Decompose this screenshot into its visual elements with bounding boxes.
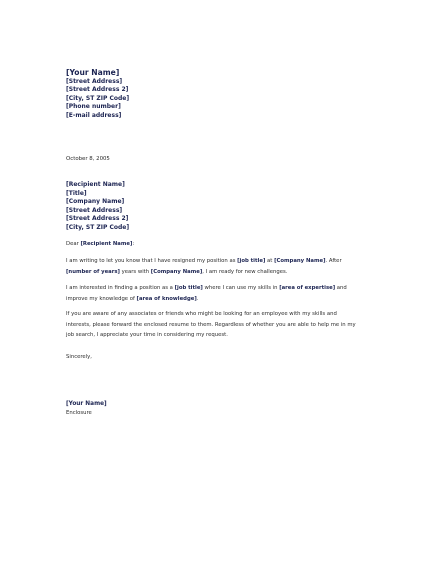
paragraph-referral: [66, 309, 386, 341]
number-of-years-placeholder: [number of years]: [66, 268, 120, 275]
paragraph-line: If you are aware of any associates or friends who might be looking for an employee with my skills and: [66, 311, 337, 317]
company-name-placeholder: [Company Name]: [274, 258, 326, 264]
recipient-city-state-zip: [City, ST ZIP Code]: [66, 223, 130, 231]
text-segment: . After: [325, 258, 342, 264]
paragraph-line: job search, I appreciate your time in considering my request.: [66, 332, 228, 338]
text-segment: .: [196, 295, 199, 302]
recipient-title: [Title]: [66, 189, 87, 197]
signature-name: [Your Name]: [66, 401, 107, 407]
sender-city-state-zip: [City, ST ZIP Code]: [66, 94, 130, 102]
recipient-street-address-2: [Street Address 2]: [66, 215, 129, 223]
recipient-company: [Company Name]: [66, 198, 125, 206]
sender-street-address-2: [Street Address 2]: [66, 86, 129, 94]
text-segment: improve my knowledge of: [66, 295, 137, 302]
sender-street-address: [Street Address]: [66, 77, 123, 85]
sender-block: [66, 68, 129, 120]
recipient-name: [Recipient Name]: [66, 181, 125, 188]
recipient-street-address: [Street Address]: [66, 206, 123, 214]
enclosure-note: Enclosure: [66, 409, 92, 416]
text-segment: , I am ready for new challenges.: [202, 268, 288, 275]
salutation: [66, 239, 386, 250]
text-segment: years with: [119, 268, 151, 275]
paragraph-resignation: [66, 256, 386, 277]
job-title-placeholder: [job title]: [237, 258, 266, 264]
area-of-expertise-placeholder: [area of expertise]: [279, 285, 336, 291]
closing: Sincerely,: [66, 354, 92, 360]
sender-email: [E-mail address]: [66, 111, 122, 119]
letter-date: October 8, 2005: [66, 156, 110, 162]
paragraph-line: [66, 294, 386, 305]
text-segment: I am interested in finding a position as a: [66, 285, 175, 291]
company-name-placeholder: [Company Name]: [150, 268, 203, 275]
sender-phone: [Phone number]: [66, 103, 121, 111]
text-segment: where I can use my skills in: [202, 285, 280, 291]
paragraph-line: [66, 256, 386, 267]
area-of-knowledge-placeholder: [area of knowledge]: [136, 295, 197, 302]
recipient-block: [66, 181, 129, 233]
paragraph-line: [66, 267, 386, 278]
paragraph-line: [66, 283, 386, 294]
paragraph-interests: [66, 283, 386, 304]
text-segment: and: [335, 285, 347, 291]
signature-block: [66, 400, 107, 418]
job-title-placeholder: [job title]: [174, 285, 203, 291]
salutation-suffix: :: [132, 241, 135, 247]
text-segment: at: [265, 258, 275, 264]
text-segment: I am writing to let you know that I have resigned my position as: [66, 258, 238, 264]
paragraph-line: interests, please forward the enclosed resume to them. Regardless of whether you are able to help me in my: [66, 321, 356, 328]
sender-name: [Your Name]: [66, 68, 120, 77]
salutation-prefix: Dear: [66, 241, 81, 247]
salutation-recipient-name: [Recipient Name]: [80, 241, 133, 247]
